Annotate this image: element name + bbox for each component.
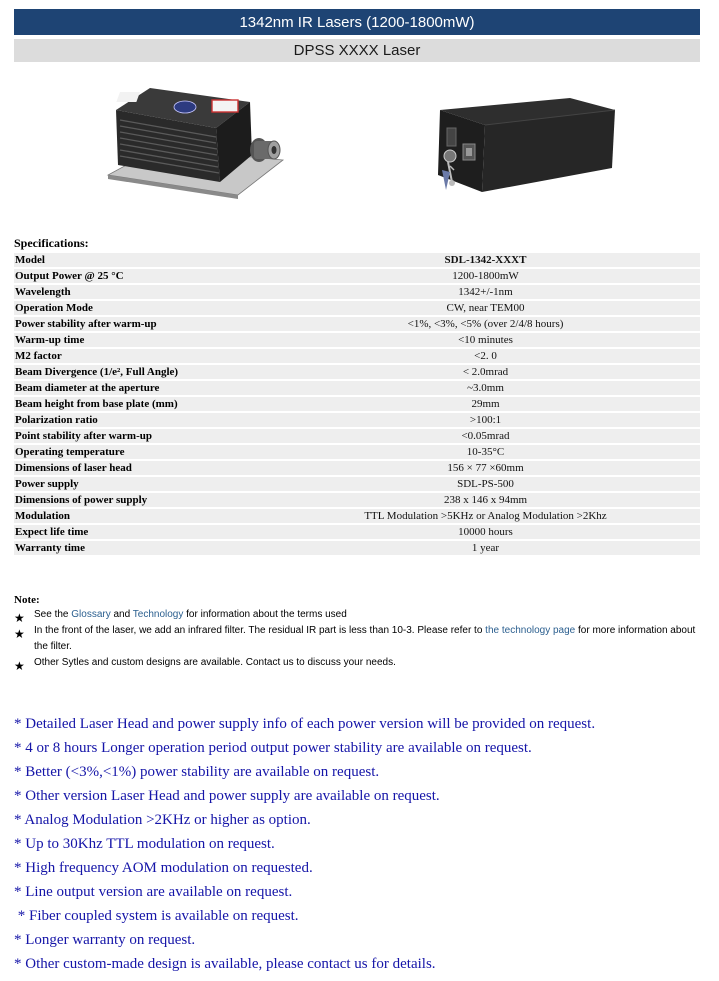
table-row (14, 397, 700, 411)
spec-label: Wavelength (14, 285, 270, 299)
list-item: * High frequency AOM modulation on requested. (14, 860, 313, 876)
note-1-prefix: See the (34, 609, 72, 620)
table-row (14, 349, 700, 363)
page-title: 1342nm IR Lasers (1200-1800mW) (239, 13, 475, 31)
spec-label: Warm-up time (14, 333, 270, 347)
spec-label: Polarization ratio (14, 413, 270, 427)
star-bullet-icon: ★ (14, 659, 25, 673)
spec-value: CW, near TEM00 (270, 301, 700, 315)
spec-label: Expect life time (14, 525, 270, 539)
spec-value: SDL-1342-XXXT (270, 253, 700, 267)
table-row (14, 429, 700, 443)
list-item: * Up to 30Khz TTL modulation on request. (14, 836, 275, 852)
table-row (14, 493, 700, 507)
table-row (14, 509, 700, 523)
table-row (14, 365, 700, 379)
list-item: * Other custom-made design is available, please contact us for details. (14, 956, 436, 972)
spec-label: Output Power @ 25 °C (14, 269, 270, 283)
spec-value: 10000 hours (270, 525, 700, 539)
table-row (14, 317, 700, 331)
spec-label: Power supply (14, 477, 270, 491)
list-item: * Fiber coupled system is available on request. (14, 908, 299, 924)
spec-value: 10-35°C (270, 445, 700, 459)
list-item: * Line output version are available on request. (14, 884, 293, 900)
page-title-bar (14, 9, 700, 35)
note-label: Note: (14, 594, 40, 606)
spec-label: Model (14, 253, 270, 267)
page-subtitle: DPSS XXXX Laser (293, 42, 421, 59)
spec-value: <1%, <3%, <5% (over 2/4/8 hours) (270, 317, 700, 331)
glossary-link[interactable]: Glossary (71, 609, 111, 620)
table-row (14, 301, 700, 315)
star-bullet-icon: ★ (14, 611, 25, 625)
power-supply-photo (420, 70, 620, 200)
spec-label: Dimensions of power supply (14, 493, 270, 507)
note-item-1 (34, 607, 704, 623)
note-item-2 (34, 623, 704, 655)
spec-label: Power stability after warm-up (14, 317, 270, 331)
star-bullet-icon: ★ (14, 627, 25, 641)
spec-label: Modulation (14, 509, 270, 523)
table-row (14, 477, 700, 491)
spec-value: >100:1 (270, 413, 700, 427)
request-options-list (14, 712, 595, 976)
spec-label: Operation Mode (14, 301, 270, 315)
technology-page-link[interactable]: the technology page (485, 625, 576, 636)
note-item-3: Other Sytles and custom designs are available. Contact us to discuss your needs. (34, 657, 396, 668)
table-row (14, 333, 700, 347)
spec-value: 156 × 77 ×60mm (270, 461, 700, 475)
list-item: * Better (<3%,<1%) power stability are available on request. (14, 764, 380, 780)
spec-label: Warranty time (14, 541, 270, 555)
spec-value: 238 x 146 x 94mm (270, 493, 700, 507)
list-item: * Other version Laser Head and power supply are available on request. (14, 788, 440, 804)
spec-value: < 2.0mrad (270, 365, 700, 379)
note-2-prefix: In the front of the laser, we add an infrared filter. The residual IR part is less than 10-3. Please refer to (34, 625, 486, 636)
list-item: * 4 or 8 hours Longer operation period output power stability are available on request. (14, 740, 532, 756)
spec-value: <0.05mrad (270, 429, 700, 443)
spec-label: Dimensions of laser head (14, 461, 270, 475)
table-row (14, 253, 700, 267)
spec-value: 1200-1800mW (270, 269, 700, 283)
spec-value: <2. 0 (270, 349, 700, 363)
table-row (14, 269, 700, 283)
list-item: * Detailed Laser Head and power supply info of each power version will be provided on request. (14, 716, 596, 732)
table-row (14, 381, 700, 395)
note-1-and: and (110, 609, 133, 620)
spec-value: <10 minutes (270, 333, 700, 347)
laser-head-photo (88, 70, 288, 200)
spec-label: Beam Divergence (1/e², Full Angle) (14, 365, 270, 379)
table-row (14, 285, 700, 299)
spec-value: 1342+/-1nm (270, 285, 700, 299)
table-row (14, 541, 700, 555)
note-2-suffix: for more information about the filter. (34, 625, 696, 652)
spec-value: ~3.0mm (270, 381, 700, 395)
spec-value: 1 year (270, 541, 700, 555)
table-row (14, 525, 700, 539)
specifications-table (14, 251, 700, 557)
list-item: * Analog Modulation >2KHz or higher as option. (14, 812, 311, 828)
note-1-suffix: for information about the terms used (183, 609, 347, 620)
spec-value: 29mm (270, 397, 700, 411)
spec-label: Point stability after warm-up (14, 429, 270, 443)
table-row (14, 413, 700, 427)
table-row (14, 461, 700, 475)
spec-label: Beam diameter at the aperture (14, 381, 270, 395)
page-subtitle-bar (14, 39, 700, 62)
specifications-heading: Specifications: (14, 236, 89, 250)
spec-label: M2 factor (14, 349, 270, 363)
spec-label: Beam height from base plate (mm) (14, 397, 270, 411)
list-item: * Longer warranty on request. (14, 932, 196, 948)
spec-value: TTL Modulation >5KHz or Analog Modulation >2Khz (270, 509, 700, 523)
technology-link[interactable]: Technology (132, 609, 184, 620)
spec-value: SDL-PS-500 (270, 477, 700, 491)
spec-label: Operating temperature (14, 445, 270, 459)
table-row (14, 445, 700, 459)
